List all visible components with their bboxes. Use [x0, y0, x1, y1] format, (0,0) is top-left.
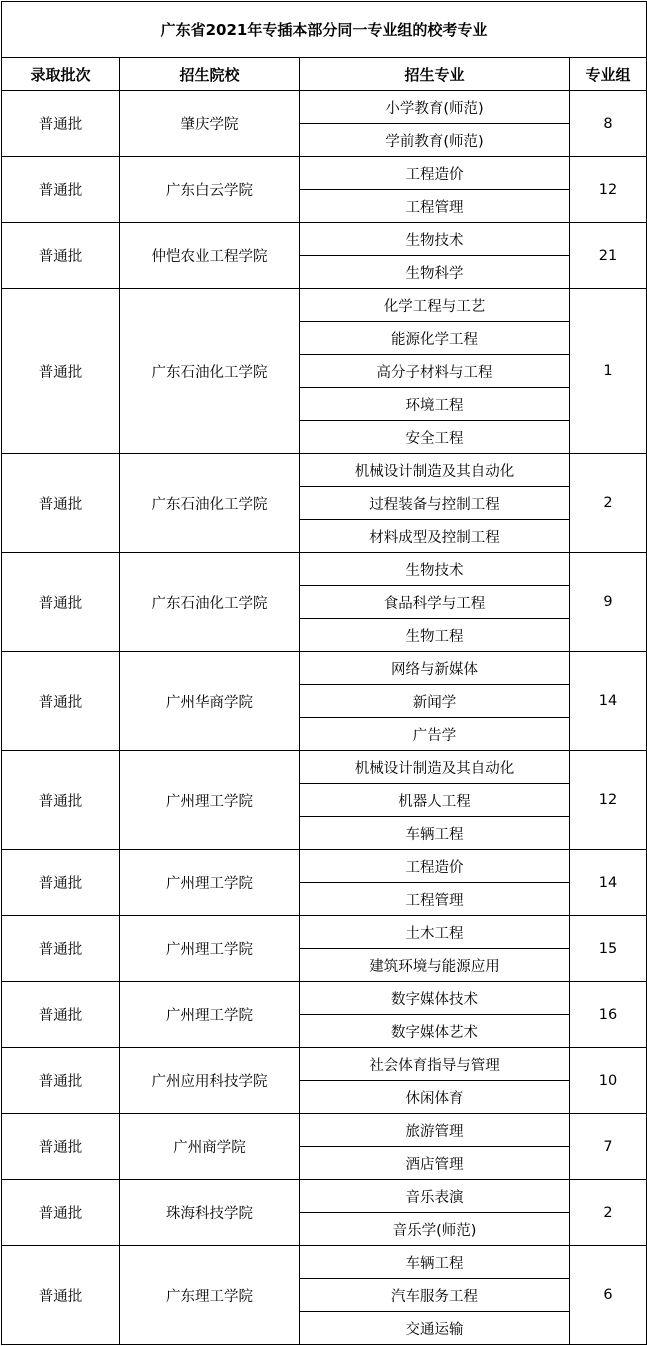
- group-cell: 2: [570, 1180, 647, 1246]
- batch-cell: 普通批: [2, 982, 120, 1048]
- group-cell: 14: [570, 652, 647, 751]
- batch-cell: 普通批: [2, 1114, 120, 1180]
- header-batch: 录取批次: [2, 58, 120, 91]
- group-cell: 10: [570, 1048, 647, 1114]
- batch-cell: 普通批: [2, 850, 120, 916]
- major-cell: 新闻学: [300, 685, 570, 718]
- header-group: 专业组: [570, 58, 647, 91]
- table-row: [2, 751, 647, 784]
- header-school: 招生院校: [120, 58, 300, 91]
- batch-cell: 普通批: [2, 553, 120, 652]
- major-cell: 机械设计制造及其自动化: [300, 454, 570, 487]
- group-cell: 12: [570, 751, 647, 850]
- school-cell: 肇庆学院: [120, 91, 300, 157]
- major-cell: 生物技术: [300, 223, 570, 256]
- major-cell: 建筑环境与能源应用: [300, 949, 570, 982]
- major-cell: 音乐学(师范): [300, 1213, 570, 1246]
- school-cell: 广州理工学院: [120, 751, 300, 850]
- major-cell: 旅游管理: [300, 1114, 570, 1147]
- major-cell: 土木工程: [300, 916, 570, 949]
- table-row: [2, 289, 647, 322]
- major-cell: 环境工程: [300, 388, 570, 421]
- major-cell: 车辆工程: [300, 1246, 570, 1279]
- school-cell: 广州商学院: [120, 1114, 300, 1180]
- school-cell: 广东石油化工学院: [120, 289, 300, 454]
- school-cell: 广东白云学院: [120, 157, 300, 223]
- major-cell: 工程造价: [300, 850, 570, 883]
- header-major: 招生专业: [300, 58, 570, 91]
- batch-cell: 普通批: [2, 289, 120, 454]
- table-row: [2, 454, 647, 487]
- major-cell: 生物工程: [300, 619, 570, 652]
- table-row: [2, 850, 647, 883]
- major-cell: 交通运输: [300, 1312, 570, 1345]
- group-cell: 8: [570, 91, 647, 157]
- school-cell: 广州理工学院: [120, 916, 300, 982]
- major-cell: 安全工程: [300, 421, 570, 454]
- school-cell: 广东石油化工学院: [120, 454, 300, 553]
- group-cell: 14: [570, 850, 647, 916]
- majors-table: [1, 1, 647, 1345]
- group-cell: 12: [570, 157, 647, 223]
- table-row: [2, 157, 647, 190]
- major-cell: 汽车服务工程: [300, 1279, 570, 1312]
- major-cell: 生物技术: [300, 553, 570, 586]
- major-cell: 酒店管理: [300, 1147, 570, 1180]
- group-cell: 1: [570, 289, 647, 454]
- table-row: [2, 982, 647, 1015]
- batch-cell: 普通批: [2, 454, 120, 553]
- major-cell: 过程装备与控制工程: [300, 487, 570, 520]
- major-cell: 生物科学: [300, 256, 570, 289]
- table-title: 广东省2021年专插本部分同一专业组的校考专业: [2, 2, 647, 58]
- major-cell: 休闲体育: [300, 1081, 570, 1114]
- major-cell: 网络与新媒体: [300, 652, 570, 685]
- batch-cell: 普通批: [2, 1180, 120, 1246]
- school-cell: 广东石油化工学院: [120, 553, 300, 652]
- table-row: [2, 1180, 647, 1213]
- batch-cell: 普通批: [2, 223, 120, 289]
- major-cell: 小学教育(师范): [300, 91, 570, 124]
- major-cell: 车辆工程: [300, 817, 570, 850]
- major-cell: 广告学: [300, 718, 570, 751]
- table-body: [2, 91, 647, 1345]
- major-cell: 工程造价: [300, 157, 570, 190]
- batch-cell: 普通批: [2, 1246, 120, 1345]
- major-cell: 数字媒体技术: [300, 982, 570, 1015]
- title-row: [2, 2, 647, 58]
- batch-cell: 普通批: [2, 157, 120, 223]
- batch-cell: 普通批: [2, 652, 120, 751]
- major-cell: 音乐表演: [300, 1180, 570, 1213]
- major-cell: 机器人工程: [300, 784, 570, 817]
- major-cell: 社会体育指导与管理: [300, 1048, 570, 1081]
- major-cell: 数字媒体艺术: [300, 1015, 570, 1048]
- major-cell: 化学工程与工艺: [300, 289, 570, 322]
- group-cell: 6: [570, 1246, 647, 1345]
- table-row: [2, 223, 647, 256]
- group-cell: 2: [570, 454, 647, 553]
- table-row: [2, 91, 647, 124]
- table-row: [2, 553, 647, 586]
- batch-cell: 普通批: [2, 1048, 120, 1114]
- school-cell: 广东理工学院: [120, 1246, 300, 1345]
- header-row: [2, 58, 647, 91]
- batch-cell: 普通批: [2, 91, 120, 157]
- major-cell: 材料成型及控制工程: [300, 520, 570, 553]
- major-cell: 工程管理: [300, 190, 570, 223]
- batch-cell: 普通批: [2, 751, 120, 850]
- major-cell: 工程管理: [300, 883, 570, 916]
- table-row: [2, 652, 647, 685]
- school-cell: 仲恺农业工程学院: [120, 223, 300, 289]
- table-row: [2, 916, 647, 949]
- batch-cell: 普通批: [2, 916, 120, 982]
- school-cell: 广州理工学院: [120, 850, 300, 916]
- major-cell: 机械设计制造及其自动化: [300, 751, 570, 784]
- major-cell: 能源化学工程: [300, 322, 570, 355]
- major-cell: 食品科学与工程: [300, 586, 570, 619]
- group-cell: 15: [570, 916, 647, 982]
- table-row: [2, 1246, 647, 1279]
- table-row: [2, 1114, 647, 1147]
- group-cell: 7: [570, 1114, 647, 1180]
- school-cell: 广州理工学院: [120, 982, 300, 1048]
- major-cell: 学前教育(师范): [300, 124, 570, 157]
- school-cell: 广州应用科技学院: [120, 1048, 300, 1114]
- school-cell: 珠海科技学院: [120, 1180, 300, 1246]
- group-cell: 16: [570, 982, 647, 1048]
- table-row: [2, 1048, 647, 1081]
- group-cell: 9: [570, 553, 647, 652]
- major-cell: 高分子材料与工程: [300, 355, 570, 388]
- school-cell: 广州华商学院: [120, 652, 300, 751]
- group-cell: 21: [570, 223, 647, 289]
